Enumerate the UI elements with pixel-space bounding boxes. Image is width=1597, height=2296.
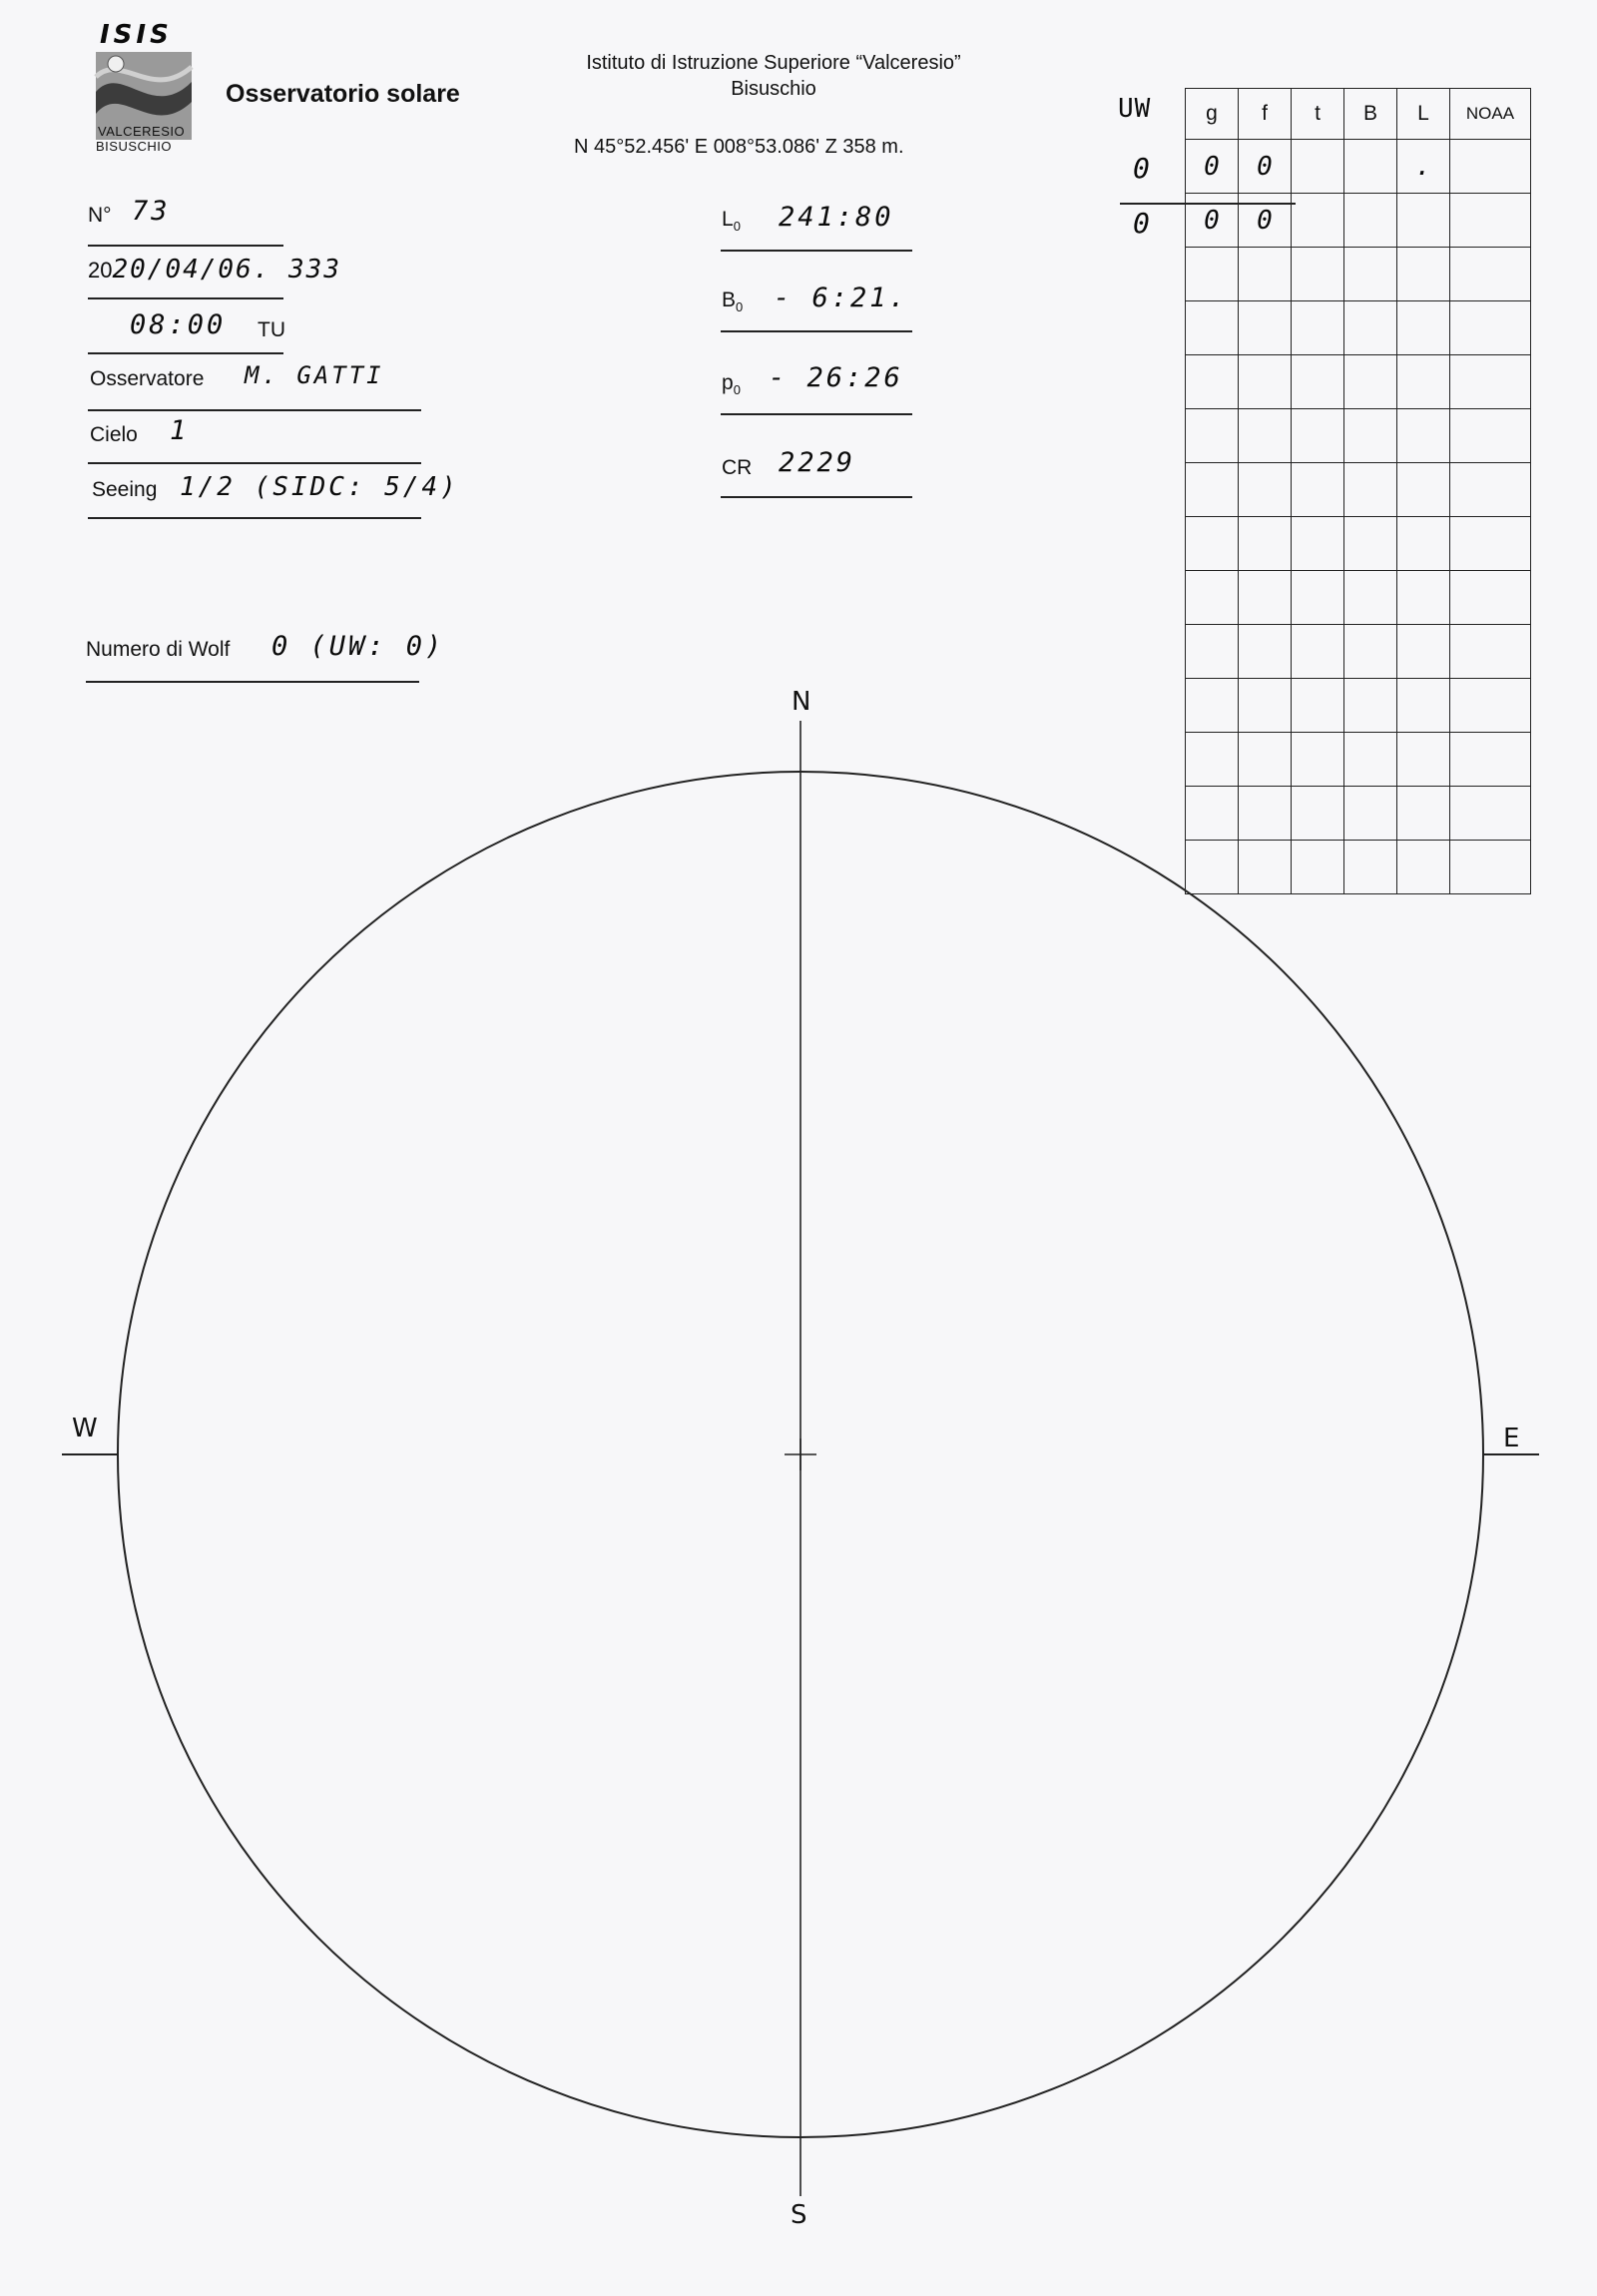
time-unit: TU	[258, 318, 285, 341]
cr-label: CR	[722, 456, 753, 479]
table-cell: 0	[1239, 140, 1292, 194]
seeing-value: 1/2 (SIDC: 5/4)	[180, 472, 459, 502]
table-cell: 0	[1239, 194, 1292, 248]
uw-row2-value: 0	[1133, 207, 1153, 240]
north-label: N	[792, 687, 811, 717]
observer-label: Osservatore	[90, 367, 205, 390]
logo-brand-text: ISIS	[100, 20, 173, 50]
column-header-t: t	[1292, 89, 1344, 140]
west-label: W	[72, 1414, 98, 1443]
p0-label: $p_0$	[722, 371, 741, 398]
logo-name-line1: VALCERESIO	[98, 124, 186, 139]
column-header-g: g	[1186, 89, 1239, 140]
wolf-number-label: Numero di Wolf	[86, 638, 231, 661]
wolf-number-value: 0 (UW: 0)	[271, 631, 445, 662]
column-header-noaa: NOAA	[1450, 89, 1531, 140]
uw-row1-value: 0	[1133, 152, 1153, 185]
p0-value: - 26:26	[769, 362, 903, 393]
number-value: 73	[132, 196, 171, 227]
time-value: 08:00	[130, 309, 227, 340]
column-header-l: L	[1397, 89, 1450, 140]
east-label: E	[1503, 1424, 1520, 1453]
observatory-coordinates: N 45°52.456' E 008°53.086' Z 358 m.	[574, 136, 904, 158]
observatory-title: Osservatorio solare	[226, 80, 460, 108]
observer-value: M. GATTI	[245, 361, 384, 389]
b0-value: - 6:21.	[774, 283, 908, 313]
institute-city: Bisuschio	[731, 78, 816, 100]
date-prefix: 20	[88, 258, 113, 283]
sky-value: 1	[170, 415, 190, 446]
table-cell: 0	[1186, 140, 1239, 194]
seeing-label: Seeing	[92, 478, 158, 501]
institute-name: Istituto di Istruzione Superiore “Valceresio”	[586, 52, 961, 74]
table-cell: 0	[1186, 194, 1239, 248]
column-header-b: B	[1344, 89, 1397, 140]
table-cell: .	[1397, 140, 1450, 194]
logo-name-line2: BISUSCHIO	[96, 139, 173, 154]
column-header-f: f	[1239, 89, 1292, 140]
b0-label: $B_0$	[722, 288, 744, 315]
number-label: N°	[88, 204, 112, 227]
uw-column-header: UW	[1118, 94, 1152, 124]
l0-value: 241:80	[779, 202, 894, 233]
sky-label: Cielo	[90, 423, 138, 446]
l0-label: $L_0$	[722, 208, 741, 235]
cr-value: 2229	[779, 447, 856, 478]
south-label: S	[791, 2200, 807, 2230]
date-handwritten: 20/04/06. 333	[112, 255, 341, 285]
